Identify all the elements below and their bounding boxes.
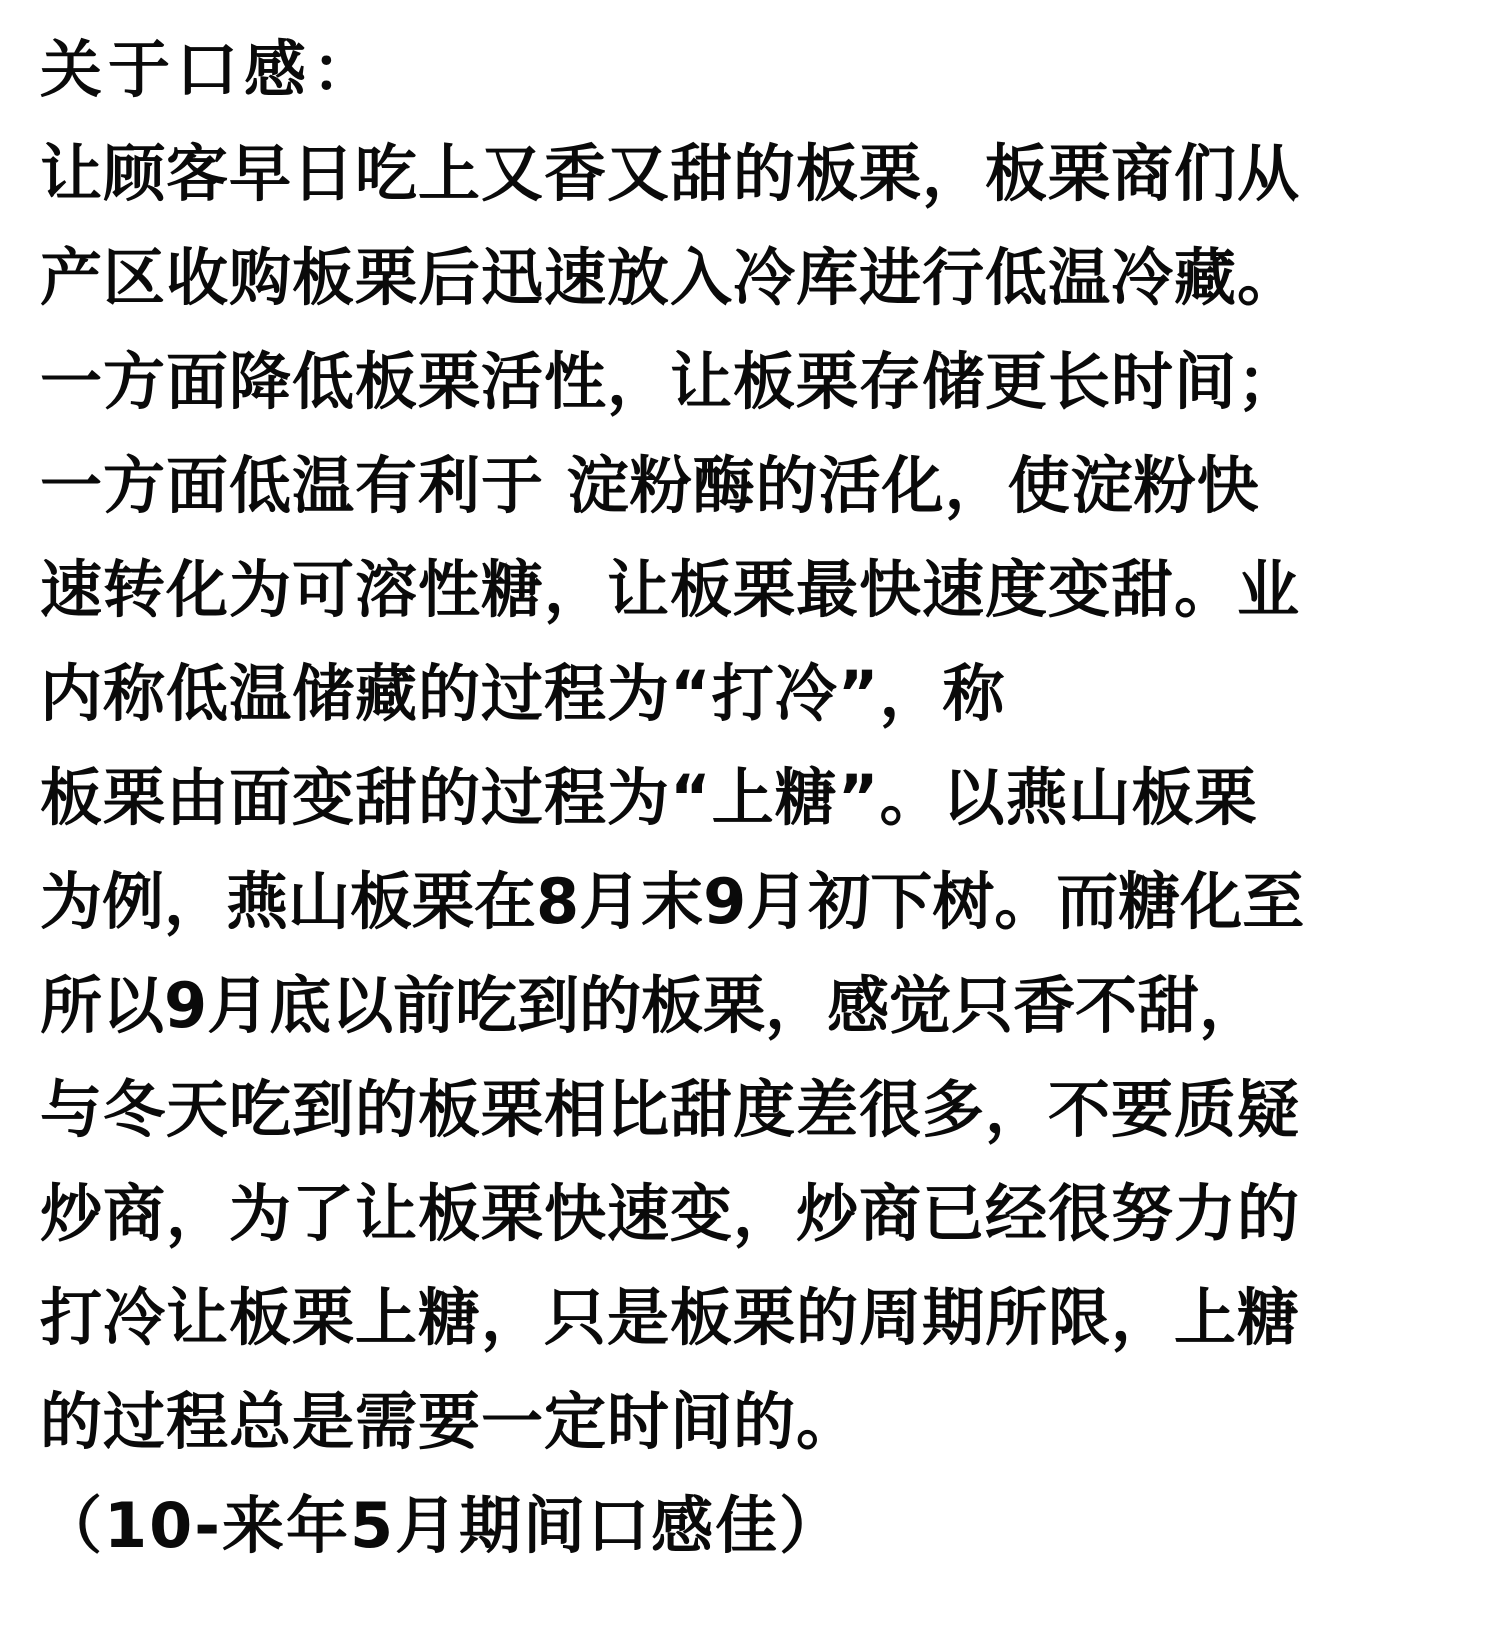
document-line: 所以9月底以前吃到的板栗，感觉只香不甜， [40,969,1262,1042]
document-line: 炒商，为了让板栗快速变，炒商已经很努力的 [40,1177,1301,1250]
document-line: 的过程总是需要一定时间的。 [40,1385,860,1458]
document-line: 速转化为可溶性糖，让板栗最快速度变甜。业 [40,553,1301,626]
document-line: 内称低温储藏的过程为“打冷”，称 [40,657,1006,730]
document-line: 与冬天吃到的板栗相比甜度差很多，不要质疑 [40,1073,1301,1146]
document-line: 板栗由面变甜的过程为“上糖”。以燕山板栗 [40,761,1258,834]
document-line: 一方面降低板栗活性，让板栗存储更长时间； [40,345,1301,418]
document-line: 让顾客早日吃上又香又甜的板栗，板栗商们从 [40,137,1301,210]
document-line: 一方面低温有利于 淀粉酶的活化，使淀粉快 [40,449,1260,522]
document-line: 为例，燕山板栗在8月末9月初下树。而糖化至 [40,865,1305,938]
document-line: 打冷让板栗上糖，只是板栗的周期所限，上糖 [40,1281,1301,1354]
document-heading: 关于口感： [40,33,381,106]
document-line: 产区收购板栗后迅速放入冷库进行低温冷藏。 [40,241,1301,314]
document-line: （10-来年5月期间口感佳） [40,1489,844,1562]
